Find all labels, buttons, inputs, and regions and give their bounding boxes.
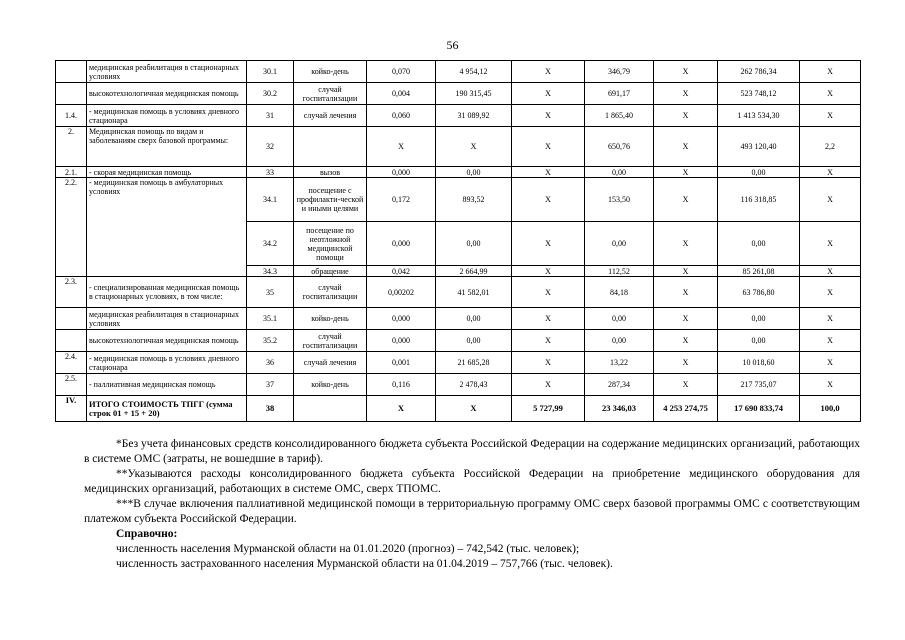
row-unit: случай госпитализации [294, 83, 367, 105]
cell-value: 0,000 [367, 222, 436, 266]
cell-value: X [800, 222, 861, 266]
row-unit: случай лечения [294, 352, 367, 374]
table-row [56, 105, 861, 127]
cell-value: X [512, 83, 585, 105]
table-row [56, 330, 861, 352]
row-name: - специализированная медицинская помощь в стационарных условиях, в том числе: [87, 277, 247, 308]
cell-value: X [654, 352, 718, 374]
cell-value: 0,00 [585, 330, 654, 352]
cell-value: 0,070 [367, 61, 436, 83]
cell-value: 0,00 [436, 330, 512, 352]
cell-value: 2,2 [800, 127, 861, 167]
table-row [56, 127, 861, 167]
cell-value: 0,00 [585, 167, 654, 178]
cell-value: 0,000 [367, 167, 436, 178]
cell-value: X [800, 374, 861, 396]
cell-value: X [512, 266, 585, 277]
row-name: - медицинская помощь в условиях дневного стационара [87, 352, 247, 374]
cell-value: 63 786,80 [718, 277, 800, 308]
cell-value: X [436, 396, 512, 422]
table-row [56, 178, 861, 222]
row-unit: случай лечения [294, 105, 367, 127]
row-code: 33 [247, 167, 294, 178]
cell-value: X [512, 308, 585, 330]
cell-value: 0,00 [718, 222, 800, 266]
cell-value: 523 748,12 [718, 83, 800, 105]
cell-value: X [367, 127, 436, 167]
row-unit [294, 127, 367, 167]
row-name: медицинская реабилитация в стационарных условиях [87, 308, 247, 330]
row-unit: обращение [294, 266, 367, 277]
cell-value: 262 786,34 [718, 61, 800, 83]
cell-value: X [654, 178, 718, 222]
cost-table [55, 60, 861, 422]
cell-value: X [436, 127, 512, 167]
cell-value: X [512, 374, 585, 396]
cell-value: 0,00 [436, 308, 512, 330]
cell-value: X [367, 396, 436, 422]
reference-line-2: численность застрахованного населения Мурманской области на 01.04.2019 – 757,766 (тыс. человек). [116, 558, 613, 570]
cell-value: 100,0 [800, 396, 861, 422]
row-number [56, 61, 87, 83]
cell-value: X [512, 330, 585, 352]
row-name: ИТОГО СТОИМОСТЬ ТПГГ (сумма строк 01 + 15 + 20) [87, 396, 247, 422]
row-number: 2.1. [56, 167, 87, 178]
row-code: 34.2 [247, 222, 294, 266]
row-code: 35 [247, 277, 294, 308]
cell-value: X [654, 127, 718, 167]
cell-value: 0,042 [367, 266, 436, 277]
footnote-2: **Указываются расходы консолидированного бюджета субъекта Российской Федерации на приобретение медицинского оборудования для медицинских организаций, работающих в системе ОМС, сверх ТПОМС. [84, 468, 860, 495]
row-unit: случай госпитализации [294, 330, 367, 352]
row-name: - паллиативная медицинская помощь [87, 374, 247, 396]
table-row [56, 277, 861, 308]
cell-value: 691,17 [585, 83, 654, 105]
cell-value: X [512, 277, 585, 308]
row-unit: койко-день [294, 61, 367, 83]
footnotes [84, 437, 860, 572]
cell-value: 0,000 [367, 330, 436, 352]
row-name: высокотехнологичная медицинская помощь [87, 83, 247, 105]
cell-value: 1 413 534,30 [718, 105, 800, 127]
row-unit: койко-день [294, 308, 367, 330]
cell-value: 0,00 [436, 222, 512, 266]
cell-value: X [800, 266, 861, 277]
cell-value: 0,000 [367, 308, 436, 330]
row-code: 36 [247, 352, 294, 374]
footnote-3: ***В случае включения паллиативной медицинской помощи в территориальную программу ОМС сверх базовой программы ОМС с соответствующим платежом субъекта Российской Федерации. [84, 498, 860, 525]
cell-value: 21 685,28 [436, 352, 512, 374]
cell-value: 0,001 [367, 352, 436, 374]
row-name: высокотехнологичная медицинская помощь [87, 330, 247, 352]
row-code: 31 [247, 105, 294, 127]
row-number: 2. [56, 127, 87, 167]
row-unit: случай госпитализации [294, 277, 367, 308]
cell-value: 217 735,07 [718, 374, 800, 396]
row-name: - скорая медицинская помощь [87, 167, 247, 178]
cell-value: 0,00 [718, 330, 800, 352]
table-row [56, 374, 861, 396]
cell-value: X [654, 105, 718, 127]
cell-value: 4 253 274,75 [654, 396, 718, 422]
row-code: 38 [247, 396, 294, 422]
cell-value: X [800, 167, 861, 178]
cell-value: 893,52 [436, 178, 512, 222]
cell-value: 1 865,40 [585, 105, 654, 127]
row-code: 34.3 [247, 266, 294, 277]
row-unit: посещение по неотложной медицинской помощи [294, 222, 367, 266]
total-row [56, 396, 861, 422]
cell-value: X [800, 83, 861, 105]
cell-value: 4 954,12 [436, 61, 512, 83]
cell-value: 116 318,85 [718, 178, 800, 222]
row-number [56, 330, 87, 352]
row-code: 34.1 [247, 178, 294, 222]
row-number: 1.4. [56, 105, 87, 127]
cell-value: X [512, 167, 585, 178]
row-code: 35.2 [247, 330, 294, 352]
cell-value: 85 261,08 [718, 266, 800, 277]
row-number: 2.2. [56, 178, 87, 277]
cell-value: 190 315,45 [436, 83, 512, 105]
cell-value: 10 018,60 [718, 352, 800, 374]
cell-value: 153,50 [585, 178, 654, 222]
cell-value: 23 346,03 [585, 396, 654, 422]
cell-value: 0,004 [367, 83, 436, 105]
row-unit [294, 396, 367, 422]
cell-value: 0,00202 [367, 277, 436, 308]
row-number [56, 308, 87, 330]
row-unit: вызов [294, 167, 367, 178]
footnote-1: *Без учета финансовых средств консолидированного бюджета субъекта Российской Федерации на содержание медицинских организаций, работающих в системе ОМС (затраты, не вошедшие в тариф). [84, 438, 860, 465]
cell-value: X [512, 222, 585, 266]
cell-value: 2 664,99 [436, 266, 512, 277]
cell-value: 0,00 [436, 167, 512, 178]
cell-value: 112,52 [585, 266, 654, 277]
cell-value: 41 582,01 [436, 277, 512, 308]
cell-value: 0,00 [718, 308, 800, 330]
cell-value: X [654, 277, 718, 308]
cell-value: X [654, 374, 718, 396]
row-code: 30.2 [247, 83, 294, 105]
row-number: IV. [56, 396, 87, 422]
cell-value: 0,116 [367, 374, 436, 396]
cell-value: X [654, 308, 718, 330]
reference-line-1: численность населения Мурманской области на 01.01.2020 (прогноз) – 742,542 (тыс. человек); [116, 543, 580, 555]
page-number: 56 [446, 38, 459, 52]
row-code: 32 [247, 127, 294, 167]
cell-value: 0,00 [718, 167, 800, 178]
reference-title: Справочно: [116, 528, 178, 540]
cell-value: 2 478,43 [436, 374, 512, 396]
row-name: Медицинская помощь по видам и заболеваниям сверх базовой программы: [87, 127, 247, 167]
row-name: - медицинская помощь в условиях дневного стационара [87, 105, 247, 127]
cell-value: X [800, 330, 861, 352]
cell-value: 346,79 [585, 61, 654, 83]
cell-value: 84,18 [585, 277, 654, 308]
cell-value: X [800, 178, 861, 222]
row-number: 2.3. [56, 277, 87, 308]
cell-value: X [800, 352, 861, 374]
table-row [56, 167, 861, 178]
cell-value: 287,34 [585, 374, 654, 396]
cell-value: 13,22 [585, 352, 654, 374]
cell-value: X [654, 222, 718, 266]
cell-value: 31 089,92 [436, 105, 512, 127]
cell-value: X [654, 330, 718, 352]
cell-value: 0,172 [367, 178, 436, 222]
cell-value: X [512, 178, 585, 222]
row-number: 2.5. [56, 374, 87, 396]
row-code: 37 [247, 374, 294, 396]
row-unit: койко-день [294, 374, 367, 396]
table-row [56, 61, 861, 83]
cell-value: X [654, 266, 718, 277]
row-unit: посещение с профилакти-ческой и иными целями [294, 178, 367, 222]
cell-value: 0,00 [585, 222, 654, 266]
row-name: - медицинская помощь в амбулаторных условиях [87, 178, 247, 277]
row-number [56, 83, 87, 105]
row-name: медицинская реабилитация в стационарных условиях [87, 61, 247, 83]
table-row [56, 308, 861, 330]
row-code: 35.1 [247, 308, 294, 330]
cell-value: X [800, 61, 861, 83]
cell-value: 0,00 [585, 308, 654, 330]
table-row [56, 83, 861, 105]
cell-value: X [654, 167, 718, 178]
cell-value: X [512, 127, 585, 167]
cell-value: 5 727,99 [512, 396, 585, 422]
cell-value: 650,76 [585, 127, 654, 167]
cell-value: X [512, 105, 585, 127]
cell-value: X [800, 277, 861, 308]
cell-value: X [800, 308, 861, 330]
cell-value: 0,060 [367, 105, 436, 127]
cell-value: X [800, 105, 861, 127]
cell-value: X [512, 61, 585, 83]
cell-value: X [654, 61, 718, 83]
cell-value: 493 120,40 [718, 127, 800, 167]
table-row [56, 352, 861, 374]
cell-value: X [512, 352, 585, 374]
row-code: 30.1 [247, 61, 294, 83]
cell-value: 17 690 833,74 [718, 396, 800, 422]
row-number: 2.4. [56, 352, 87, 374]
cell-value: X [654, 83, 718, 105]
